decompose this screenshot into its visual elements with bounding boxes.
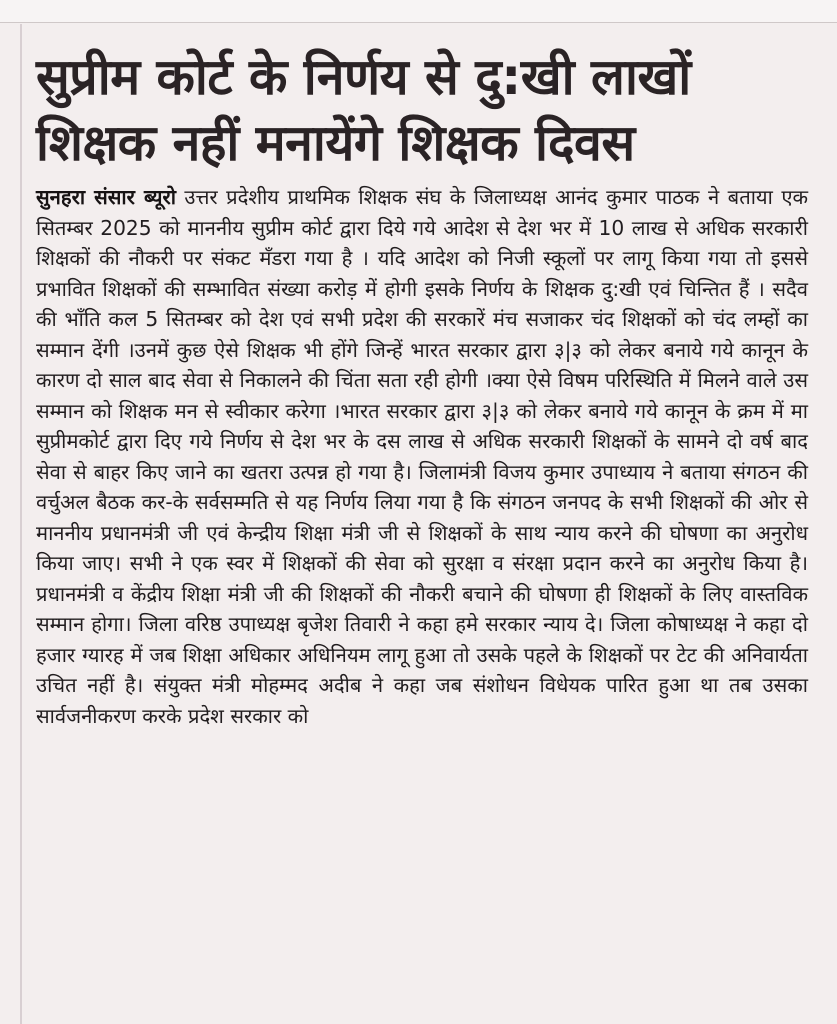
- article-headline: [36, 44, 806, 176]
- article-body-text: उत्तर प्रदेशीय प्राथमिक शिक्षक संघ के जिलाध्यक्ष आनंद कुमार पाठक ने बताया एक सितम्बर 2025 को माननीय सुप्रीम कोर्ट द्वारा दिये गये आदेश से देश भर में 10 लाख से अधिक सरकारी शिक्षकों की नौकरी पर संकट मँडरा गया है । यदि आदेश को निजी स्कूलों पर लागू किया गया तो इससे प्रभावित शिक्षकों की सम्भावित संख्या करोड़ में होगी इसके निर्णय के शिक्षक दु:खी एवं चिन्तित हैं । सदैव की भाँति कल 5 सितम्बर को देश एवं सभी प्रदेश की सरकारें मंच सजाकर चंद शिक्षकों को चंद लम्हों का सम्मान देंगी ।उनमें कुछ ऐसे शिक्षक भी होंगे जिन्हें भारत सरकार द्वारा ३|३ को लेकर बनाये गये कानून के कारण दो साल बाद सेवा से निकालने की चिंता सता रही होगी ।क्या ऐसे विषम परिस्थिति में मिलने वाले उस सम्मान को शिक्षक मन से स्वीकार करेगा ।भारत सरकार द्वारा ३|३ को लेकर बनाये गये कानून के क्रम में मा सुप्रीमकोर्ट द्वारा दिए गये निर्णय से देश भर के दस लाख से अधिक सरकारी शिक्षकों के सामने दो वर्ष बाद सेवा से बाहर किए जाने का खतरा उत्पन्न हो गया है। जिलामंत्री विजय कुमार उपाध्याय ने बताया संगठन की वर्चुअल बैठक कर-के सर्वसम्मति से यह निर्णय लिया गया है कि संगठन जनपद के सभी शिक्षकों की ओर से माननीय प्रधानमंत्री जी एवं केन्द्रीय शिक्षा मंत्री जी से शिक्षकों के साथ न्याय करने की घोषणा का अनुरोध किया जाए। सभी ने एक स्वर में शिक्षकों की सेवा को सुरक्षा व संरक्षा प्रदान करने का अनुरोध किया है। प्रधानमंत्री व केंद्रीय शिक्षा मंत्री जी की शिक्षकों की नौकरी बचाने की घोषणा ही शिक्षकों के लिए वास्तविक सम्मान होगा। जिला वरिष्ठ उपाध्यक्ष बृजेश तिवारी ने कहा हमे सरकार न्याय दे। जिला कोषाध्यक्ष ने कहा दो हजार ग्यारह में जब शिक्षा अधिकार अधिनियम लागू हुआ तो उसके पहले के शिक्षकों पर टेट की अनिवार्यता उचित नहीं है। संयुक्त मंत्री मोहम्मद अदीब ने कहा जब संशोधन विधेयक पारित हुआ था तब उसका सार्वजनीकरण करके प्रदेश सरकार को: [36, 185, 808, 728]
- headline-line-1: सुप्रीम कोर्ट के निर्णय से दु:खी लाखों: [36, 48, 691, 106]
- headline-line-2: शिक्षक नहीं मनायेंगे शिक्षक दिवस: [36, 114, 635, 172]
- article-body: [36, 182, 808, 731]
- article-byline: सुनहरा संसार ब्यूरो: [36, 185, 176, 209]
- previous-article-edge: [0, 0, 837, 23]
- cropped-text-fragment: [28, 4, 208, 14]
- news-article: [20, 24, 822, 1024]
